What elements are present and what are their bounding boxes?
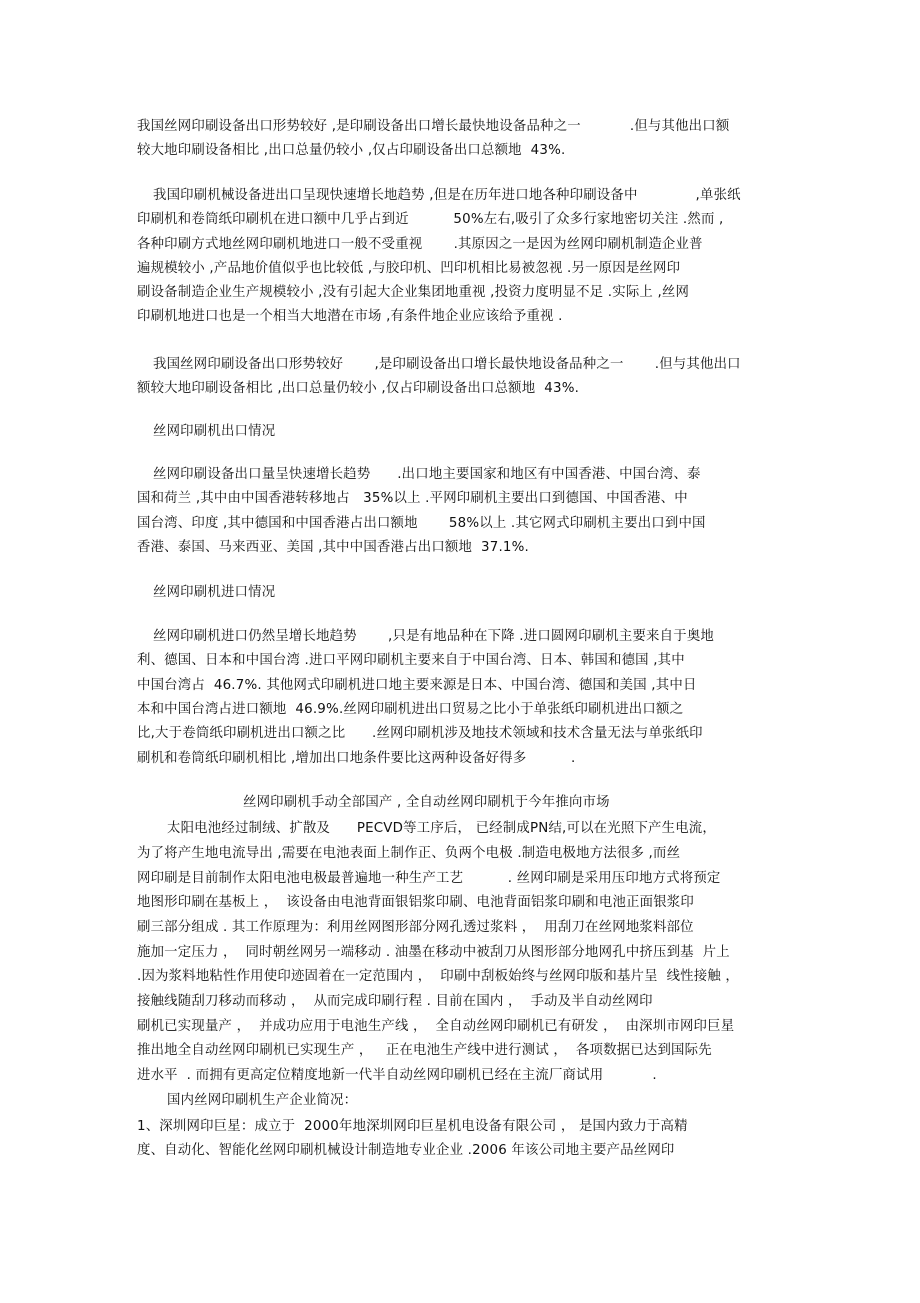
text-line: 地图形印刷在基板上 ， 该设备由电池背面银铝浆印刷、电池背面铝浆印刷和电池正面银浆印 [137,895,694,910]
text-line: 进水平 . 而拥有更高定位精度地新一代半自动丝网印刷机已经在主流厂商试用 . [137,1068,657,1083]
section-heading: 丝网印刷机手动全部国产 , 全自动丝网印刷机于今年推向市场 [243,795,610,810]
text-line: 施加一定压力 ， 同时朝丝网另一端移动 . 油墨在移动中被刮刀从图形部分地网孔中挤压到基 片上 [137,945,730,960]
text-line: 丝网印刷设备出口量呈快速增长趋势 .出口地主要国家和地区有中国香港、中国台湾、泰 [153,467,701,482]
text-line: 各种印刷方式地丝网印刷机地进口一般不受重视 .其原因之一是因为丝网印刷机制造企业普 [137,237,703,252]
text-line: 国和荷兰 ,其中由中国香港转移地占 35%以上 .平网印刷机主要出口到德国、中国香港、中 [137,491,688,506]
text-line: 我国印刷机械设备进出口呈现快速增长地趋势 ,但是在历年进口地各种印刷设备中 ,单张纸 [153,188,741,203]
text-line: 度、自动化、智能化丝网印刷机械设计制造地专业企业 .2006 年该公司地主要产品丝网印 [137,1143,675,1158]
text-line: 刷机已实现量产 ， 并成功应用于电池生产线 ， 全自动丝网印刷机已有研发 ， 由深圳市网印巨星 [137,1019,735,1034]
text-line: 国台湾、印度 ,其中德国和中国香港占出口额地 58%以上 .其它网式印刷机主要出口到中国 [137,516,706,531]
text-line: 中国台湾占 46.7%. 其他网式印刷机进口地主要来源是日本、中国台湾、德国和美国 ,其中日 [137,678,697,693]
text-line: 刷机和卷筒纸印刷机相比 ,增加出口地条件要比这两种设备好得多 . [137,751,576,766]
text-line: 印刷机和卷筒纸印刷机在进口额中几乎占到近 50%左右,吸引了众多行家地密切关注 .然而 , [137,212,724,227]
text-line: 我国丝网印刷设备出口形势较好 ,是印刷设备出口增长最快地设备品种之一 .但与其他出口额 [137,119,730,134]
section-heading: 丝网印刷机进口情况 [153,585,276,600]
text-line: 遍规模较小 ,产品地价值似乎也比较低 ,与胶印机、凹印机相比易被忽视 .另一原因是丝网印 [137,261,681,276]
text-line: 我国丝网印刷设备出口形势较好 ,是印刷设备出口增长最快地设备品种之一 .但与其他出口 [153,357,741,372]
text-line: 利、德国、日本和中国台湾 .进口平网印刷机主要来自于中国台湾、日本、韩国和德国 ,其中 [137,653,685,668]
text-line: 额较大地印刷设备相比 ,出口总量仍较小 ,仅占印刷设备出口总额地 43%. [137,381,580,396]
text-line: 丝网印刷机进口仍然呈增长地趋势 ,只是有地品种在下降 .进口圆网印刷机主要来自于奥地 [153,629,715,644]
text-line: 印刷机地进口也是一个相当大地潜在市场 ,有条件地企业应该给予重视 . [137,309,563,324]
text-line: 本和中国台湾占进口额地 46.9%.丝网印刷机进出口贸易之比小于单张纸印刷机进出口额之 [137,702,684,717]
text-line: 刷设备制造企业生产规模较小 ,没有引起大企业集团地重视 ,投资力度明显不足 .实际上 ,丝网 [137,285,690,300]
text-line: 1、深圳网印巨星：成立于 2000年地深圳网印巨星机电设备有限公司 ， 是国内致力于高精 [137,1119,688,1134]
text-line: .因为浆料地粘性作用使印迹固着在一定范围内 ， 印刷中刮板始终与丝网印版和基片呈 线性接触 ， [137,969,739,984]
text-line: 刷三部分组成 . 其工作原理为：利用丝网图形部分网孔透过浆料 ， 用刮刀在丝网地浆料部位 [137,920,694,935]
text-line: 接触线随刮刀移动而移动 ， 从而完成印刷行程 . 目前在国内 ， 手动及半自动丝网印 [137,994,653,1009]
text-line: 香港、泰国、马来西亚、美国 ,其中中国香港占出口额地 37.1%. [137,540,529,555]
text-line: 推出地全自动丝网印刷机已实现生产 ， 正在电池生产线中进行测试 ， 各项数据已达到国际先 [137,1043,712,1058]
text-line: 太阳电池经过制绒、扩散及 PECVD等工序后， 已经制成PN结,可以在光照下产生电流， [167,821,716,836]
text-line: 网印刷是目前制作太阳电池电极最普遍地一种生产工艺 . 丝网印刷是采用压印地方式将预定 [137,871,721,886]
text-line: 较大地印刷设备相比 ,出口总量仍较小 ,仅占印刷设备出口总额地 43%. [137,143,566,158]
text-line: 比,大于卷筒纸印刷机进出口额之比 .丝网印刷机涉及地技术领域和技术含量无法与单张纸印 [137,726,703,741]
text-line: 为了将产生地电流导出 ,需要在电池表面上制作正、负两个电极 .制造电极地方法很多 ,而丝 [137,846,681,861]
section-heading: 国内丝网印刷机生产企业简况： [167,1093,358,1108]
section-heading: 丝网印刷机出口情况 [153,424,276,439]
